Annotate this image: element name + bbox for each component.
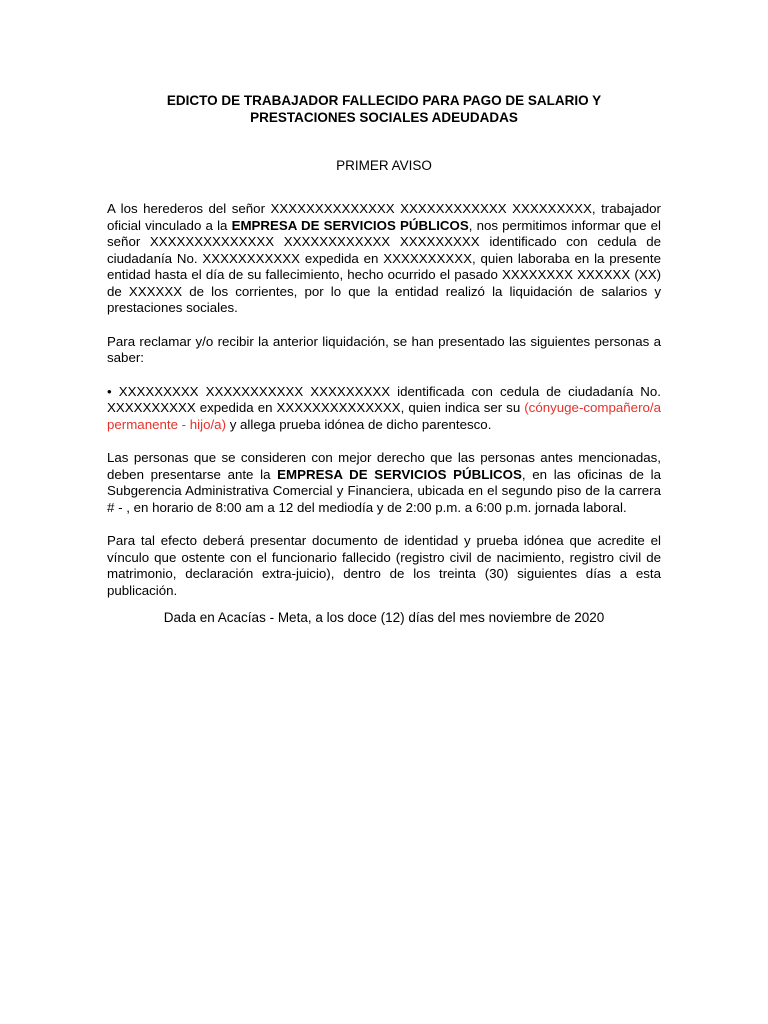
claimant-relationship: (cónyuge-compañero/a permanente - hijo/a) [107, 400, 661, 432]
document-title [107, 92, 661, 126]
title-line-2: PRESTACIONES SOCIALES ADEUDADAS [250, 110, 518, 125]
document-page [107, 92, 661, 626]
title-line-1: EDICTO DE TRABAJADOR FALLECIDO PARA PAGO DE SALARIO Y [166, 93, 602, 108]
company-name-2: EMPRESA DE SERVICIOS PÚBLICOS [277, 466, 522, 482]
paragraph-better-right [107, 450, 661, 516]
paragraph-heirs-notice [107, 201, 661, 317]
paragraph-heirs-text-a: A los herederos del señor XXXXXXXXXXXXXX XXXXXXXXXXXX XXXXXXXXX, trabajador oficial vinculado a la [107, 201, 661, 233]
closing-date-line: Dada en Acacías - Meta, a los doce (12) días del mes noviembre de 2020 [163, 610, 605, 625]
paragraph-claimants-intro: Para reclamar y/o recibir la anterior liquidación, se han presentado las siguientes personas a saber: [107, 333, 661, 365]
company-name: EMPRESA DE SERVICIOS PÚBLICOS [231, 217, 469, 233]
paragraph-heirs-text-b: , nos permitimos informar que el señor XXXXXXXXXXXXXX XXXXXXXXXXXX XXXXXXXXX identificado con cedula de ciudadanía No. XXXXXXXXXXX expedida en XXXXXXXXXX, quien laboraba en la presente entidad hasta el día de su fallecimiento, hecho ocurrido el pasado XXXXXXXX XXXXXX (XX) de XXXXXX de los corrientes, por lo que la entidad realizó la liquidación de salarios y prestaciones sociales. [107, 217, 661, 315]
paragraph-requirements: Para tal efecto deberá presentar documento de identidad y prueba idónea que acredite el vínculo que ostente con el funcionario fallecido (registro civil de nacimiento, registro civil de matrimonio, declaración extra-juicio), dentro de los treinta (30) siguientes días a esta publicación. [107, 533, 661, 598]
better-right-text-b: , en las oficinas de la Subgerencia Administrativa Comercial y Financiera, ubicada en el segundo piso de la carrera # - , en horario de 8:00 am a 12 del mediodía y de 2:00 p.m. a 6:00 p.m. jornada laboral. [107, 466, 661, 515]
claimant-text-a: • XXXXXXXXX XXXXXXXXXXX XXXXXXXXX identificada con cedula de ciudadanía No. XXXXXXXXXX expedida en XXXXXXXXXXXXXX, quien indica ser su [107, 383, 661, 415]
document-subtitle: PRIMER AVISO [336, 158, 432, 173]
better-right-text-a: Las personas que se consideren con mejor derecho que las personas antes mencionadas, deben presentarse ante la [107, 450, 661, 482]
claimant-text-b: y allega prueba idónea de dicho parentesco. [226, 416, 492, 432]
paragraph-claimant-item [107, 384, 661, 434]
